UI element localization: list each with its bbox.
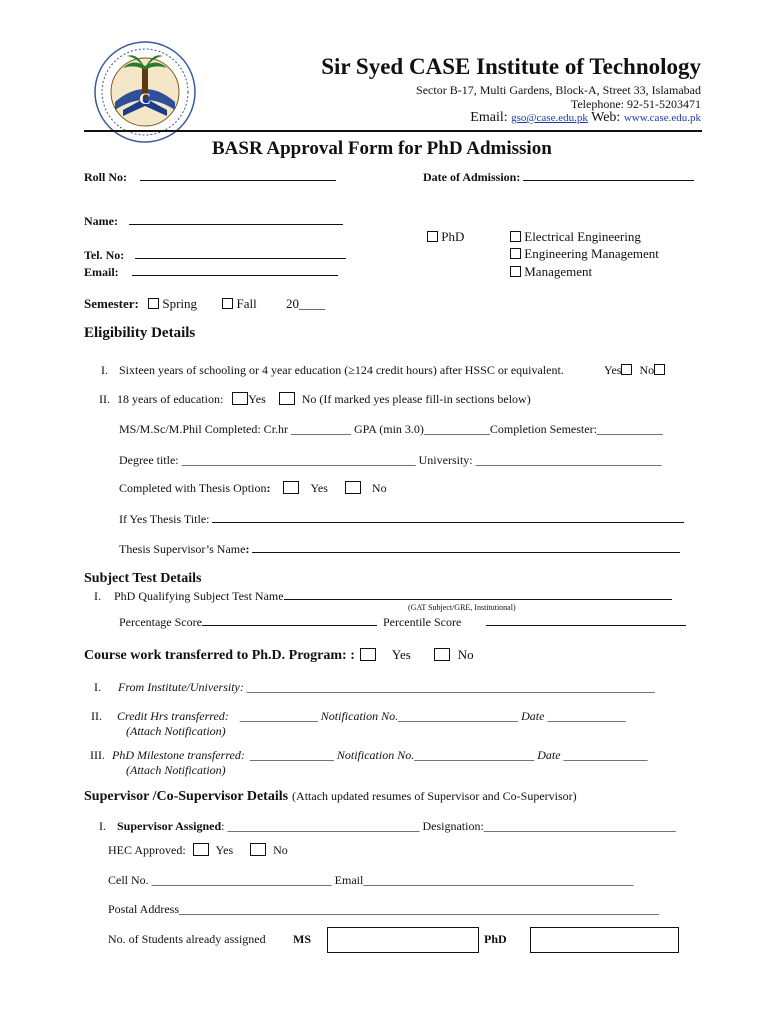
percentage-score-row[interactable]: [119, 614, 686, 630]
phd-label: PhD: [484, 932, 507, 946]
no-checkbox[interactable]: [654, 364, 665, 375]
course-work-item-2[interactable]: [91, 709, 625, 724]
institute-logo: [93, 40, 197, 144]
yes-checkbox[interactable]: [232, 392, 248, 405]
subject-test-name-label: PhD Qualifying Subject Test Name: [114, 589, 284, 603]
date-of-admission-label: Date of Admission:: [423, 170, 521, 184]
name-line[interactable]: [129, 213, 343, 225]
roll-no-label: Roll No:: [84, 170, 127, 184]
date-of-admission-line[interactable]: [523, 169, 694, 181]
email-line[interactable]: [132, 264, 338, 276]
supervisor-heading-row: [84, 787, 577, 805]
fall-label: Fall: [236, 296, 257, 311]
no-label: No: [273, 843, 288, 857]
credit-hrs-label: Credit Hrs transferred:: [117, 709, 229, 723]
ms-completed-row[interactable]: MS/M.Sc/M.Phil Completed: Cr.hr __________ GPA (min 3.0)___________Completion Semester:___________: [119, 422, 663, 436]
no-checkbox[interactable]: [345, 481, 361, 494]
item-number: II.: [91, 709, 102, 723]
tel-field[interactable]: [84, 247, 346, 263]
item-number: III.: [90, 748, 105, 762]
no-checkbox[interactable]: [434, 648, 450, 661]
supervisor-assigned-label: Supervisor Assigned: [117, 819, 222, 833]
item-2-no-note: No (If marked yes please fill-in sections below): [301, 392, 531, 406]
supervisor-heading: Supervisor /Co-Supervisor Details: [84, 789, 289, 804]
milestone-label: PhD Milestone transferred:: [112, 748, 245, 762]
yes-label: Yes: [248, 392, 266, 406]
roll-no-field[interactable]: [84, 169, 336, 185]
yes-label: Yes: [391, 647, 411, 662]
program-label-ee: Electrical Engineering: [524, 229, 641, 244]
phd-option[interactable]: [427, 229, 464, 245]
subject-test-name-row[interactable]: [94, 588, 672, 604]
no-label: No: [639, 363, 655, 377]
svg-text:C: C: [139, 91, 151, 108]
item-number: I.: [99, 819, 106, 833]
thesis-supervisor-row[interactable]: Thesis Supervisor’s Name:: [119, 541, 680, 557]
attach-notification-note: (Attach Notification): [126, 763, 226, 777]
yes-label: Yes: [310, 481, 328, 495]
phd-students-input[interactable]: [530, 927, 679, 953]
date-of-admission-field[interactable]: [423, 169, 694, 185]
email-label: Email:: [470, 110, 508, 125]
percentage-score-line[interactable]: [202, 614, 377, 626]
email-field[interactable]: [84, 264, 338, 280]
eligibility-item-2: [99, 392, 531, 407]
yes-label: Yes: [604, 363, 622, 377]
eligibility-item-1-text: Sixteen years of schooling or 4 year education (≥124 credit hours) after HSSC or equivalent.: [119, 363, 564, 377]
milestone-fill[interactable]: ______________ Notification No.____________________ Date ______________: [249, 748, 648, 762]
no-label: No: [371, 481, 387, 495]
program-label-mgmt: Management: [524, 264, 593, 279]
no-checkbox[interactable]: [250, 843, 266, 856]
institute-address: Sector B-17, Multi Gardens, Block-A, Street 33, Islamabad: [416, 83, 701, 97]
from-institute-row[interactable]: From Institute/University: ____________________________________________________________________: [118, 680, 655, 694]
spring-checkbox[interactable]: [148, 298, 159, 309]
yes-label: Yes: [215, 843, 234, 857]
yes-checkbox[interactable]: [283, 481, 299, 494]
semester-row: [84, 296, 325, 312]
header-divider: [84, 130, 702, 132]
course-work-row: [84, 647, 474, 664]
hec-approved-row: [108, 843, 288, 858]
yes-checkbox[interactable]: [621, 364, 632, 375]
name-field[interactable]: [84, 213, 343, 229]
roll-no-line[interactable]: [140, 169, 336, 181]
supervisor-heading-note: (Attach updated resumes of Supervisor and Co-Supervisor): [292, 789, 577, 803]
email-link[interactable]: gso@case.edu.pk: [511, 112, 588, 124]
subject-test-name-line[interactable]: [284, 588, 672, 600]
institute-name: Sir Syed CASE Institute of Technology: [321, 54, 701, 79]
year-field[interactable]: 20____: [286, 296, 326, 311]
course-work-item-1[interactable]: [94, 680, 655, 695]
item-number: I.: [94, 680, 101, 694]
contact-line: [470, 110, 701, 126]
students-assigned-label: No. of Students already assigned: [108, 932, 266, 946]
program-option-mgmt[interactable]: [510, 264, 592, 280]
no-checkbox[interactable]: [279, 392, 295, 405]
course-work-heading: Course work transferred to Ph.D. Program: :: [84, 648, 355, 663]
thesis-option-label: Completed with Thesis Option: [119, 481, 267, 495]
eligibility-heading: Eligibility Details: [84, 325, 196, 341]
ee-checkbox[interactable]: [510, 231, 521, 242]
em-checkbox[interactable]: [510, 248, 521, 259]
course-work-item-3[interactable]: [90, 748, 648, 763]
thesis-title-label: If Yes Thesis Title:: [119, 512, 210, 526]
eligibility-item-2-text: 18 years of education:: [117, 392, 224, 406]
phd-checkbox[interactable]: [427, 231, 438, 242]
name-label: Name:: [84, 214, 118, 228]
program-label-em: Engineering Management: [524, 246, 659, 261]
program-option-em[interactable]: [510, 246, 659, 262]
fall-checkbox[interactable]: [222, 298, 233, 309]
credit-hrs-fill[interactable]: _____________ Notification No.____________________ Date _____________: [239, 709, 626, 723]
yes-checkbox[interactable]: [193, 843, 209, 856]
subject-test-note: (GAT Subject/GRE, Institutional): [408, 603, 516, 612]
thesis-supervisor-line[interactable]: [252, 541, 680, 553]
item-number: II.: [99, 392, 110, 406]
thesis-option-row: Completed with Thesis Option: Yes No: [119, 481, 387, 495]
supervisor-assigned-fill[interactable]: : ________________________________ Designation:________________________________: [221, 819, 676, 833]
form-title: BASR Approval Form for PhD Admission: [212, 138, 552, 159]
subject-test-heading: Subject Test Details: [84, 571, 202, 586]
cell-email-row[interactable]: Cell No. ______________________________ Email_____________________________________________: [108, 873, 634, 887]
percentile-score-line[interactable]: [486, 614, 686, 626]
spring-label: Spring: [162, 296, 198, 311]
ms-students-input[interactable]: [327, 927, 479, 953]
no-label: No: [457, 647, 474, 662]
eligibility-item-1-options: [604, 363, 665, 378]
hec-approved-label: HEC Approved:: [108, 843, 186, 857]
percentage-score-label: Percentage Score: [119, 615, 202, 629]
yes-checkbox[interactable]: [360, 648, 376, 661]
program-option-ee[interactable]: [510, 229, 641, 245]
item-number: I.: [94, 589, 101, 603]
thesis-supervisor-label: Thesis Supervisor’s Name: [119, 542, 246, 556]
ms-label: MS: [293, 932, 311, 946]
phd-option-label: PhD: [441, 229, 465, 244]
thesis-title-line[interactable]: [212, 511, 684, 523]
eligibility-item-1: [101, 363, 564, 378]
thesis-title-row[interactable]: [119, 511, 684, 527]
attach-notification-note: (Attach Notification): [126, 724, 226, 738]
tel-line[interactable]: [135, 247, 346, 259]
web-link[interactable]: www.case.edu.pk: [623, 112, 701, 124]
postal-address-row[interactable]: Postal Address________________________________________________________________________________: [108, 902, 660, 916]
item-number: I.: [101, 363, 108, 377]
degree-title-row[interactable]: Degree title: _______________________________________ University: _______________________________: [119, 453, 662, 467]
percentile-score-label: Percentile Score: [382, 615, 462, 629]
email-field-label: Email:: [84, 265, 119, 279]
institute-telephone: Telephone: 92-51-5203471: [570, 97, 701, 111]
web-label: Web:: [591, 110, 621, 125]
supervisor-assigned-row[interactable]: [99, 819, 676, 834]
tel-label: Tel. No:: [84, 248, 125, 262]
semester-label: Semester:: [84, 296, 139, 311]
mgmt-checkbox[interactable]: [510, 266, 521, 277]
